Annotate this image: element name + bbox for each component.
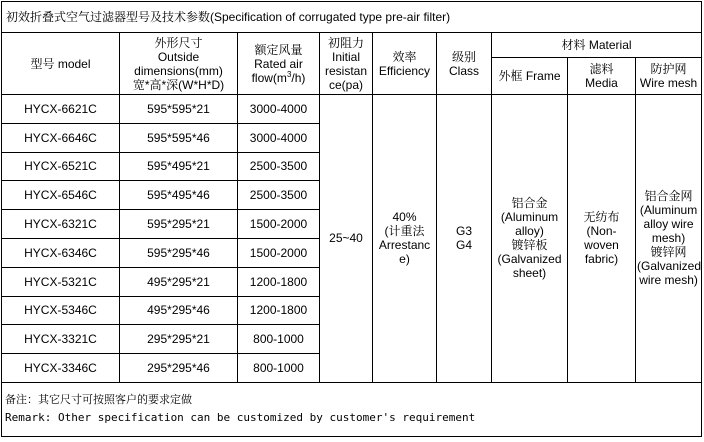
cell-model: HYCX-6346C <box>2 238 120 267</box>
header-dimensions: 外形尺寸 Outside dimensions(mm) 宽*高*深(W*H*D) <box>120 33 238 95</box>
cell-dims: 595*595*21 <box>120 95 238 124</box>
remark-english: Remark: Other specification can be customized by customer's requirement <box>5 411 476 425</box>
header-resistance: 初阻力 Initial resistan ce(pa) <box>320 33 373 95</box>
header-media: 滤料 Media <box>568 58 636 95</box>
cell-airflow: 2500-3500 <box>238 152 320 181</box>
cell-model: HYCX-5346C <box>2 296 120 325</box>
cell-resistance-shared: 25~40 <box>320 95 373 383</box>
cell-model: HYCX-3321C <box>2 325 120 354</box>
cell-model: HYCX-6646C <box>2 123 120 152</box>
remarks <box>2 382 702 436</box>
remark-chinese: 备注：其它尺寸可按照客户的要求定做 <box>5 393 192 407</box>
cell-dims: 595*295*46 <box>120 238 238 267</box>
cell-class-shared: G3 G4 <box>437 95 492 383</box>
header-wire-mesh: 防护网 Wire mesh <box>636 58 702 95</box>
cell-dims: 295*295*21 <box>120 325 238 354</box>
table-title: 初效折叠式空气过滤器型号及技术参数(Specification of corrugated type pre-air filter) <box>2 2 702 33</box>
header-class: 级别 Class <box>437 33 492 95</box>
cell-airflow: 800-1000 <box>238 325 320 354</box>
header-model: 型号 model <box>2 33 120 95</box>
cell-model: HYCX-6321C <box>2 210 120 239</box>
cell-airflow: 1500-2000 <box>238 210 320 239</box>
cell-airflow: 1200-1800 <box>238 267 320 296</box>
header-efficiency: 效率 Efficiency <box>373 33 437 95</box>
cell-airflow: 3000-4000 <box>238 95 320 124</box>
cell-airflow: 3000-4000 <box>238 123 320 152</box>
cell-model: HYCX-5321C <box>2 267 120 296</box>
cell-airflow: 800-1000 <box>238 354 320 383</box>
cell-dims: 595*495*21 <box>120 152 238 181</box>
spec-table <box>1 1 702 437</box>
cell-dims: 295*295*46 <box>120 354 238 383</box>
cell-airflow: 1500-2000 <box>238 238 320 267</box>
cell-model: HYCX-3346C <box>2 354 120 383</box>
cell-airflow: 2500-3500 <box>238 181 320 210</box>
cell-dims: 495*295*46 <box>120 296 238 325</box>
cell-dims: 595*495*46 <box>120 181 238 210</box>
cell-wire-mesh-shared: 铝合金网 (Aluminum alloy wire mesh) 镀锌网 (Galvanized wire mesh) <box>636 95 702 383</box>
cell-efficiency-shared: 40% (计重法 Arrestanc e) <box>373 95 437 383</box>
table-row <box>2 95 702 124</box>
cell-media-shared: 无纺布 (Non- woven fabric) <box>568 95 636 383</box>
cell-model: HYCX-6621C <box>2 95 120 124</box>
cell-dims: 595*595*46 <box>120 123 238 152</box>
cell-model: HYCX-6546C <box>2 181 120 210</box>
header-frame: 外框 Frame <box>492 58 568 95</box>
cell-airflow: 1200-1800 <box>238 296 320 325</box>
header-material: 材料 Material <box>492 33 702 58</box>
cell-dims: 595*295*21 <box>120 210 238 239</box>
cell-frame-shared: 铝合金 (Aluminum alloy) 镀锌板 (Galvanized sheet) <box>492 95 568 383</box>
header-airflow: 额定风量 Rated air $flow(m^3/h)$ <box>238 33 320 95</box>
cell-model: HYCX-6521C <box>2 152 120 181</box>
cell-dims: 495*295*21 <box>120 267 238 296</box>
